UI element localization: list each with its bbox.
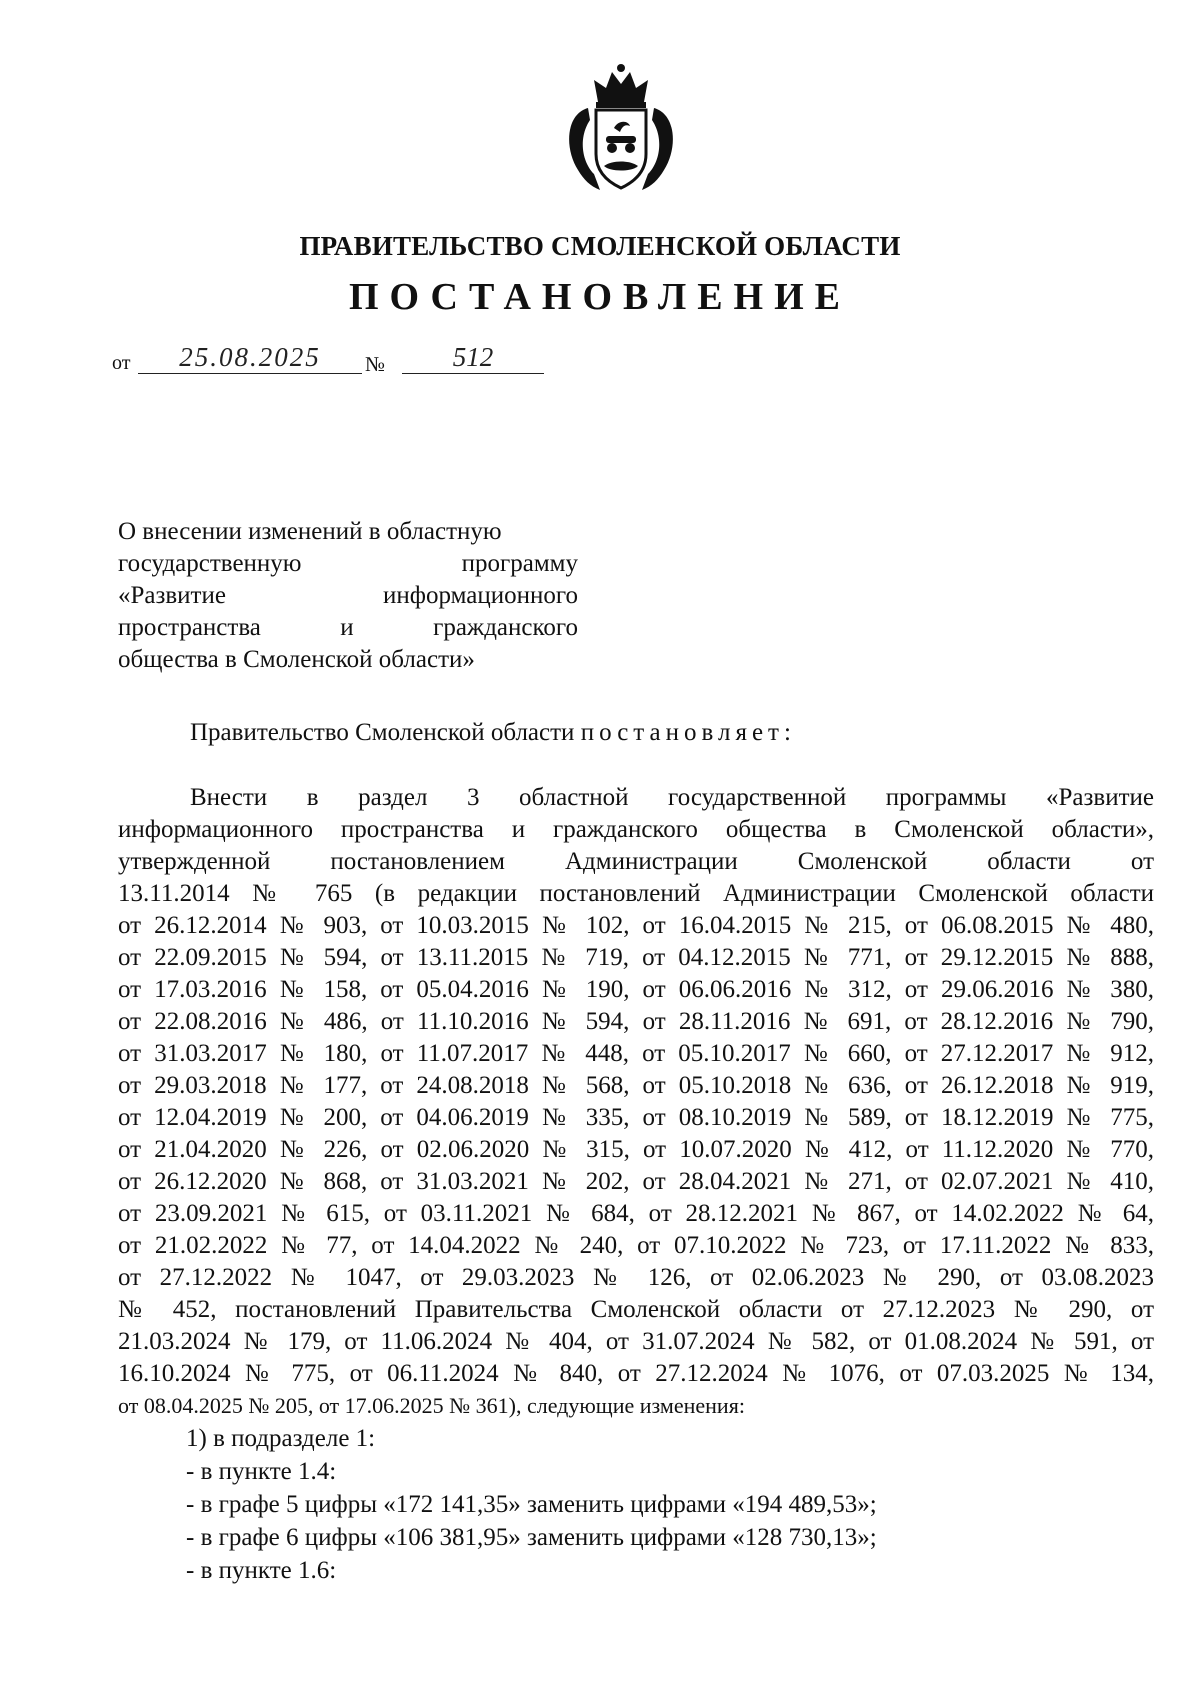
- from-label: от: [112, 352, 131, 374]
- body-line: от 23.09.2021 № 615, от 03.11.2021 № 684, от 28.12.2021 № 867, от 14.02.2022 № 64,: [118, 1200, 1154, 1227]
- decree-subject: [118, 516, 578, 676]
- subject-line: «Развитие информационного: [118, 582, 578, 609]
- body-line: 13.11.2014 № 765 (в редакции постановлений Администрации Смоленской области: [118, 880, 1154, 907]
- document-type: ПОСТАНОВЛЕНИЕ: [348, 276, 852, 318]
- list-item: - в графе 6 цифры «106 381,95» заменить цифрами «128 730,13»;: [186, 1524, 877, 1551]
- body-line: от 26.12.2014 № 903, от 10.03.2015 № 102, от 16.04.2015 № 215, от 06.08.2015 № 480,: [118, 912, 1154, 939]
- body-line: от 17.03.2016 № 158, от 05.04.2016 № 190, от 06.06.2016 № 312, от 29.06.2016 № 380,: [118, 976, 1154, 1003]
- list-item: - в пункте 1.4:: [186, 1458, 337, 1485]
- subject-line: государственную программу: [118, 550, 578, 577]
- body-line: от 21.02.2022 № 77, от 14.04.2022 № 240, от 07.10.2022 № 723, от 17.11.2022 № 833,: [118, 1232, 1154, 1259]
- preamble: [190, 719, 796, 747]
- body-line: 16.10.2024 № 775, от 06.11.2024 № 840, от 27.12.2024 № 1076, от 07.03.2025 № 134,: [118, 1360, 1154, 1387]
- amendment-items: [186, 1422, 877, 1587]
- body-line: от 12.04.2019 № 200, от 04.06.2019 № 335, от 08.10.2019 № 589, от 18.12.2019 № 775,: [118, 1104, 1154, 1131]
- body-line: информационного пространства и гражданского общества в Смоленской области»,: [118, 816, 1154, 843]
- preamble-text: Правительство Смоленской области: [190, 719, 575, 746]
- body-line: от 31.03.2017 № 180, от 11.07.2017 № 448, от 05.10.2017 № 660, от 27.12.2017 № 912,: [118, 1040, 1154, 1067]
- subject-line: пространства и гражданского: [118, 614, 578, 641]
- government-name: ПРАВИТЕЛЬСТВО СМОЛЕНСКОЙ ОБЛАСТИ: [299, 231, 901, 261]
- subject-line: О внесении изменений в областную: [118, 518, 502, 545]
- body-line: от 26.12.2020 № 868, от 31.03.2021 № 202, от 28.04.2021 № 271, от 02.07.2021 № 410,: [118, 1168, 1154, 1195]
- body-line: 21.03.2024 № 179, от 11.06.2024 № 404, от 31.07.2024 № 582, от 01.08.2024 № 591, от: [118, 1328, 1154, 1355]
- coat-of-arms-icon: [560, 62, 682, 194]
- list-item: - в графе 5 цифры «172 141,35» заменить цифрами «194 489,53»;: [186, 1491, 877, 1518]
- body-line: утвержденной постановлением Администрации Смоленской области от: [118, 848, 1154, 875]
- decree-number: 512: [402, 342, 544, 374]
- body-line: от 22.08.2016 № 486, от 11.10.2016 № 594, от 28.11.2016 № 691, от 28.12.2016 № 790,: [118, 1008, 1154, 1035]
- list-item: 1) в подразделе 1:: [186, 1425, 376, 1452]
- preamble-verb: постановляет:: [580, 719, 796, 746]
- body-line: от 08.04.2025 № 205, от 17.06.2025 № 361), следующие изменения:: [118, 1393, 745, 1418]
- decree-date: 25.08.2025: [138, 342, 362, 374]
- decree-body: [118, 782, 1154, 1422]
- date-number-line: [112, 342, 552, 382]
- body-line: № 452, постановлений Правительства Смоленской области от 27.12.2023 № 290, от: [118, 1296, 1154, 1323]
- number-label: №: [365, 352, 386, 376]
- list-item: - в пункте 1.6:: [186, 1557, 337, 1584]
- body-line: от 21.04.2020 № 226, от 02.06.2020 № 315, от 10.07.2020 № 412, от 11.12.2020 № 770,: [118, 1136, 1154, 1163]
- body-line: Внести в раздел 3 областной государственной программы «Развитие: [190, 784, 1154, 811]
- body-line: от 27.12.2022 № 1047, от 29.03.2023 № 126, от 02.06.2023 № 290, от 03.08.2023: [118, 1264, 1154, 1291]
- subject-line: общества в Смоленской области»: [118, 646, 475, 673]
- body-line: от 29.03.2018 № 177, от 24.08.2018 № 568, от 05.10.2018 № 636, от 26.12.2018 № 919,: [118, 1072, 1154, 1099]
- body-line: от 22.09.2015 № 594, от 13.11.2015 № 719, от 04.12.2015 № 771, от 29.12.2015 № 888,: [118, 944, 1154, 971]
